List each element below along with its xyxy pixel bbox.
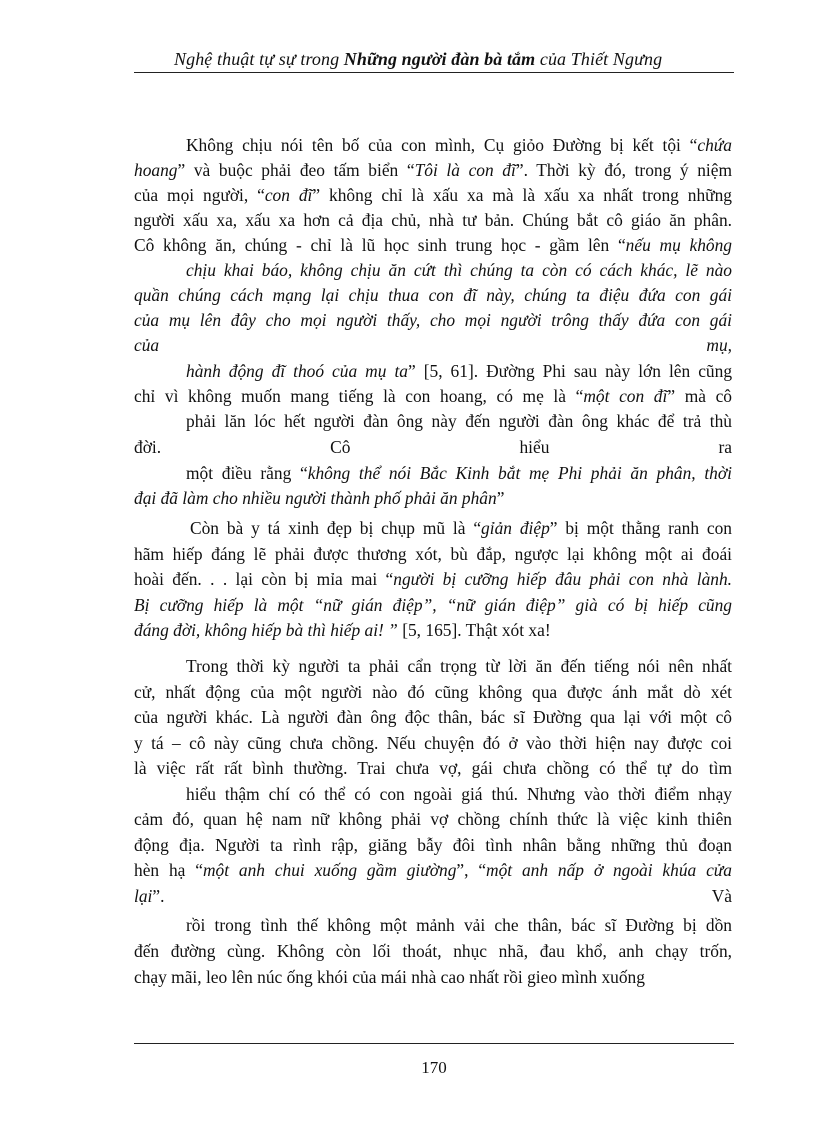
text-line [186, 783, 732, 805]
text-run: Không chịu nói tên bố của con mình, Cụ giỏo Đường bị kết tội “ [186, 135, 698, 155]
text-run: Cô không ăn, chúng - chỉ là lũ học sinh trung học - gầm lên “ [134, 235, 626, 255]
text-line [134, 568, 732, 590]
text-run: chạy mãi, leo lên núc ống khói của mái nhà cao nhất rồi gieo mình xuống [134, 967, 645, 987]
text-run: của người khác. Là người đàn ông độc thân, bác sĩ Đường qua lại với một cô [134, 707, 732, 727]
text-run: ” bị một thằng ranh con [549, 518, 732, 538]
text-run: gỉản điệp [481, 518, 550, 538]
text-line [134, 706, 732, 728]
text-line [186, 655, 732, 677]
text-run: một anh nấp ở ngoài khúa cửa [486, 860, 732, 880]
text-run: chứa [697, 135, 732, 155]
text-run: đến đường cùng. Không còn lối thoát, nhục nhã, đau khổ, anh chạy trốn, [134, 941, 732, 961]
text-line [134, 859, 732, 881]
text-line [186, 259, 732, 281]
text-run: hoang [134, 160, 178, 180]
text-line [190, 517, 732, 539]
text-run: lại [134, 886, 153, 906]
text-line [134, 681, 732, 703]
text-run: của mụ, [134, 335, 732, 355]
text-line [134, 334, 732, 356]
text-run: cảm đó, quan hệ nam nữ không phải vợ chồng chính thức là việc kinh thiên [134, 809, 732, 829]
text-line [134, 543, 732, 565]
text-run: hiểu thậm chí có thể có con ngoài giá thú. Nhưng vào thời điểm nhạy [186, 784, 732, 804]
text-run: ” không chỉ là xấu xa mà là xấu xa nhất trong những [312, 185, 732, 205]
text-run: y tá – cô này cũng chưa chồng. Nếu chuyện đó ở vào thời hiện nay được coi [134, 733, 732, 753]
text-run: của mọi người, “ [134, 185, 265, 205]
text-line [186, 360, 732, 382]
text-run: hành động đĩ thoó của mụ ta [186, 361, 408, 381]
text-run: ” [496, 488, 505, 508]
text-line [134, 385, 732, 407]
text-run: ” [5, 61]. Đường Phi sau này lớn lên cũng [407, 361, 733, 381]
text-run: rồi trong tình thế không một mảnh vải che thân, bác sĩ Đường bị dồn [186, 915, 732, 935]
header-prefix: Nghệ thuật tự sự trong [174, 49, 344, 69]
text-run: quần chúng cách mạng lại chịu thua con đĩ này, chúng ta điệu đứa con gái [134, 285, 732, 305]
header-suffix: của Thiết Ngưng [535, 49, 663, 69]
text-run: cử, nhất động của một người nào đó cũng không qua được ánh mắt dò xét [134, 682, 732, 702]
text-line [186, 914, 732, 936]
text-run: một con đĩ [583, 386, 668, 406]
text-run: nếu mụ không [625, 235, 732, 255]
text-line [134, 309, 732, 331]
text-line [186, 462, 732, 484]
text-line [134, 184, 732, 206]
text-run: Bị cưỡng hiếp là một “nữ gián điệp”, “nữ gián điệp” già có bị hiếp cũng [134, 595, 732, 615]
text-run: người bị cưỡng hiếp đâu phải con nhà lành. [393, 569, 732, 589]
text-run: người xấu xa, xấu xa hơn cả địa chủ, nhà tư bản. Chúng bắt cô giáo ăn phân. [134, 210, 732, 230]
text-run: đại đã làm cho nhiều người thành phố phải ăn phân [134, 488, 497, 508]
text-run: của mụ lên đây cho mọi người thấy, cho mọi người trông thấy đứa con gái [134, 310, 732, 330]
text-run: phải lăn lóc hết người đàn ông này đến người đàn ông khác để trả thù [186, 411, 732, 431]
text-run: ”. Thời kỳ đó, trong ý niệm [515, 160, 732, 180]
text-run: hãm hiếp đáng lẽ phải được thương xót, bù đắp, ngược lại không một ai đoái [134, 544, 732, 564]
text-run: đời. Cô hiểu ra [134, 437, 732, 457]
text-run: ” mà cô [667, 386, 732, 406]
text-run: là việc rất rất bình thường. Trai chưa vợ, gái chưa chồng có thể tự do tìm [134, 758, 732, 778]
text-run: con đĩ [264, 185, 313, 205]
text-line [134, 209, 732, 231]
text-run: Còn bà y tá xinh đẹp bị chụp mũ là “ [190, 518, 482, 538]
text-line [134, 594, 732, 616]
text-run: một anh chui xuống gầm giường [202, 860, 457, 880]
text-run: ” và buộc phải đeo tấm biển “ [177, 160, 415, 180]
text-run: ”, “ [456, 860, 487, 880]
text-line [134, 487, 694, 509]
text-line [134, 808, 732, 830]
text-run: một điều rằng “ [186, 463, 308, 483]
running-header [134, 44, 734, 73]
text-run: chỉ vì không muốn mang tiếng là con hoang, có mẹ là “ [134, 386, 584, 406]
text-line [134, 966, 694, 988]
text-line [134, 834, 732, 856]
page-number: 170 [421, 1058, 447, 1077]
text-run: Tôi là con đĩ [414, 160, 516, 180]
text-line [134, 619, 732, 641]
text-run: Trong thời kỳ người ta phải cẩn trọng từ lời ăn đến tiếng nói nên nhất [186, 656, 732, 676]
text-line [134, 757, 732, 779]
text-run: không thể nói Bắc Kinh bắt mẹ Phi phải ăn phân, thời [307, 463, 732, 483]
text-line [186, 134, 732, 156]
text-line [134, 732, 732, 754]
text-run: ”. Và [152, 886, 732, 906]
text-line [134, 234, 732, 256]
header-book-title: Những người đàn bà tắm [343, 49, 536, 69]
text-line [134, 159, 732, 181]
text-run: đáng đời, không hiếp bà thì hiếp ai! ” [134, 620, 398, 640]
text-run: hoài đến. . . lại còn bị mỉa mai “ [134, 569, 394, 589]
text-run: hèn hạ “ [134, 860, 203, 880]
text-line [134, 284, 732, 306]
text-run: [5, 165]. Thật xót xa! [397, 620, 551, 640]
text-run: chịu khai báo, không chịu ăn cứt thì chúng ta còn có cách khác, lẽ nào [186, 260, 732, 280]
text-line [134, 940, 732, 962]
text-line [134, 885, 732, 907]
text-line [186, 410, 732, 432]
running-header-text [174, 49, 662, 70]
text-run: động địa. Người ta rình rập, giăng bẫy đôi tình nhân bằng những thủ đoạn [134, 835, 732, 855]
text-line [134, 436, 732, 458]
footer-rule [134, 1043, 734, 1044]
